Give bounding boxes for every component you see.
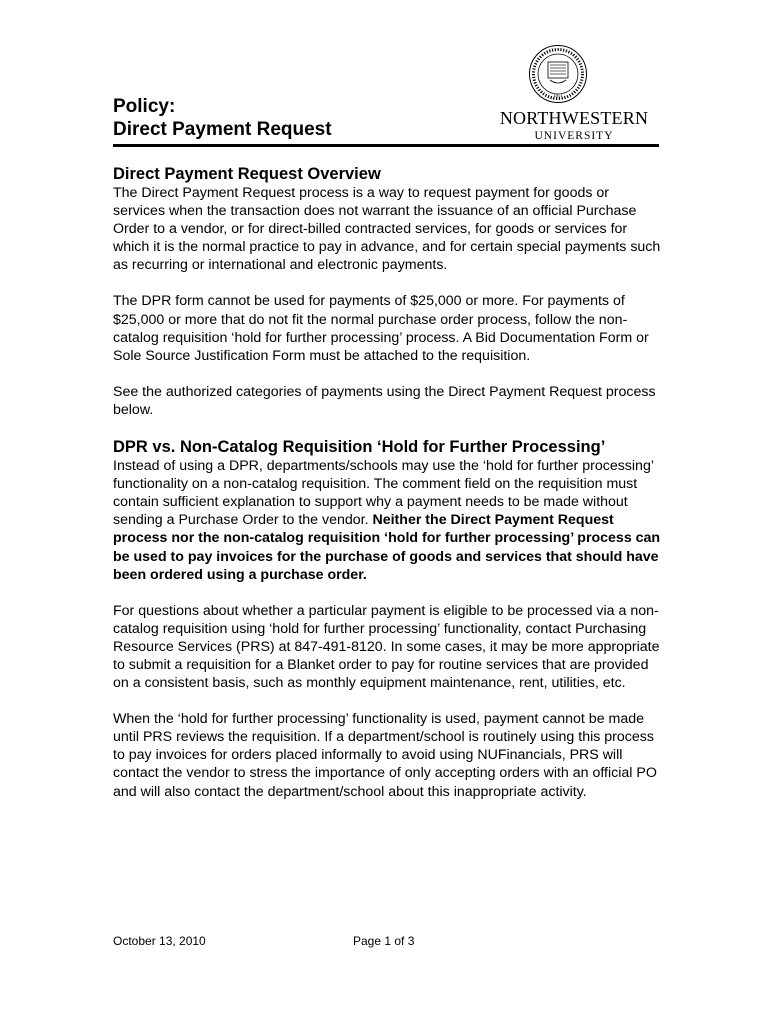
title-line-1: Policy:	[113, 96, 176, 117]
seal-year: 1851	[553, 94, 563, 99]
header-divider	[113, 144, 659, 147]
footer-page-number: Page 1 of 3	[353, 934, 415, 948]
university-subtitle: UNIVERSITY	[534, 130, 614, 142]
title-line-2: Direct Payment Request	[113, 119, 332, 140]
overview-heading: Direct Payment Request Overview	[113, 165, 381, 183]
overview-paragraph-2: The DPR form cannot be used for payments of $25,000 or more. For payments of $25,000 or more that do not fit the normal purchase order process, follow the non-catalog requisition ‘hold for further processing’ process. A Bid Documentation Form or Sole Source Justification Form must be attached to the requisition.	[113, 293, 649, 364]
dpr-paragraph-2: For questions about whether a particular payment is eligible to be processed via a non-catalog requisition using ‘hold for further processing’ functionality, contact Purchasing Resource Services (PRS) at 847-491-8120. In some cases, it may be more appropriate to submit a requisition for a Blanket order to pay for routine services that are provided on a consistent basis, such as monthly equipment maintenance, rent, utilities, etc.	[113, 602, 660, 692]
footer-date: October 13, 2010	[113, 934, 206, 948]
page-title	[113, 95, 332, 141]
overview-paragraph-1: The Direct Payment Request process is a way to request payment for goods or services when the transaction does not warrant the issuance of an official Purchase Order to a vendor, or for direct-billed contracted services, for goods or services for which it is the normal practice to pay in advance, and for certain special payments such as recurring or international and electronic payments.	[113, 185, 661, 274]
dpr-paragraph-1-emphasis: Neither the Direct Payment Request process nor the non-catalog requisition ‘hold for further processing’ process can be used to pay invoices for the purchase of goods and services that should have been ordered using a purchase order.	[113, 512, 661, 583]
dpr-heading: DPR vs. Non-Catalog Requisition ‘Hold for Further Processing’	[113, 438, 606, 457]
university-name: NORTHWESTERN	[499, 108, 649, 128]
university-seal-icon	[528, 44, 588, 104]
document-body	[113, 164, 661, 801]
dpr-paragraph-1-text: Instead of using a DPR, departments/schools may use the ‘hold for further processing’ functionality on a non-catalog requisition. The comment field on the requisition must contain sufficient explanation to support why a payment needs to be made without sending a Purchase Order to the vendor.	[113, 458, 654, 529]
dpr-paragraph-1	[113, 457, 661, 584]
overview-paragraph-3: See the authorized categories of payments using the Direct Payment Request process below.	[113, 383, 656, 418]
dpr-paragraph-3: When the ‘hold for further processing’ functionality is used, payment cannot be made until PRS reviews the requisition. If a department/school is routinely using this process to pay invoices for orders placed informally to avoid using NUFinancials, PRS will contact the vendor to stress the importance of only accepting orders with an official PO and will also contact the department/school about this inappropriate activity.	[113, 711, 657, 800]
